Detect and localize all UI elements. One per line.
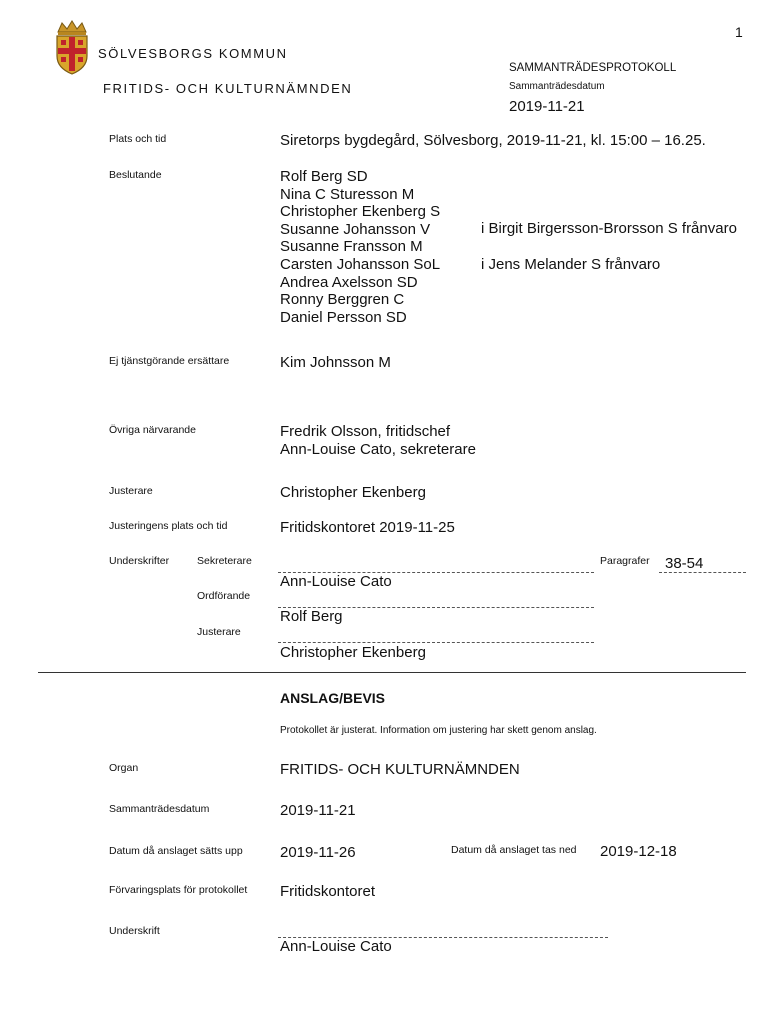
deciding-member: Susanne Fransson M — [280, 238, 423, 256]
substitute-note: i Birgit Birgersson-Brorsson S frånvaro — [481, 220, 737, 237]
notice-signature-name: Ann-Louise Cato — [280, 938, 392, 955]
place-value: Siretorps bygdegård, Sölvesborg, 2019-11-21, kl. 15:00 – 16.25. — [280, 132, 706, 149]
adjuster-label: Justerare — [109, 485, 153, 497]
adjust-place-value: Fritidskontoret 2019-11-25 — [280, 519, 455, 536]
removed-date-label: Datum då anslaget tas ned — [451, 844, 577, 856]
meeting-date-value: 2019-11-21 — [509, 98, 585, 115]
signatures-label: Underskrifter — [109, 555, 170, 567]
deciding-member: Nina C Sturesson M — [280, 185, 415, 203]
notice-text: Protokollet är justerat. Information om justering har skett genom anslag. — [280, 725, 597, 736]
adjuster-sign-name: Christopher Ekenberg — [280, 644, 426, 661]
storage-value: Fritidskontoret — [280, 883, 376, 900]
removed-date-value: 2019-12-18 — [600, 843, 677, 860]
signature-label: Underskrift — [109, 925, 160, 937]
paragraphs-value: 38-54 — [665, 555, 704, 572]
adjuster-sign-label: Justerare — [197, 626, 241, 638]
meeting-date-label: Sammanträdesdatum — [509, 81, 605, 92]
deciding-member: Carsten Johansson SoL — [280, 255, 441, 273]
coat-of-arms-logo — [52, 20, 92, 76]
adjuster-value: Christopher Ekenberg — [280, 484, 426, 501]
adjuster-signature-line — [278, 642, 594, 643]
chair-label: Ordförande — [197, 590, 251, 602]
deciding-list — [280, 168, 440, 326]
deciding-label: Beslutande — [109, 169, 162, 181]
posted-date-label: Datum då anslaget sätts upp — [109, 845, 243, 857]
non-serving-value: Kim Johnsson M — [280, 354, 391, 371]
notice-meeting-date-label: Sammanträdesdatum — [109, 803, 210, 815]
place-label: Plats och tid — [109, 133, 167, 145]
deciding-member: Andrea Axelsson SD — [280, 273, 418, 291]
section-divider — [38, 672, 746, 673]
chair-name: Rolf Berg — [280, 608, 343, 625]
deciding-member: Daniel Persson SD — [280, 308, 407, 326]
paragraphs-line — [659, 572, 746, 573]
other-attendee: Fredrik Olsson, fritidschef — [280, 423, 451, 440]
others-list — [280, 423, 476, 458]
organ-value: FRITIDS- OCH KULTURNÄMNDEN — [280, 761, 520, 778]
deciding-member: Ronny Berggren C — [280, 291, 405, 309]
paragraphs-label: Paragrafer — [600, 555, 650, 567]
adjust-place-label: Justeringens plats och tid — [109, 520, 228, 532]
page-number: 1 — [735, 24, 743, 40]
deciding-member: Christopher Ekenberg S — [280, 203, 441, 221]
organ-label: Organ — [109, 762, 139, 774]
secretary-name: Ann-Louise Cato — [280, 573, 392, 590]
notice-meeting-date-value: 2019-11-21 — [280, 802, 356, 819]
deciding-member: Susanne Johansson V — [280, 220, 431, 238]
substitute-note: i Jens Melander S frånvaro — [481, 256, 661, 273]
notice-heading: ANSLAG/BEVIS — [280, 690, 386, 706]
document-type: SAMMANTRÄDESPROTOKOLL — [509, 62, 677, 74]
board-name: FRITIDS- OCH KULTURNÄMNDEN — [103, 81, 353, 96]
non-serving-label: Ej tjänstgörande ersättare — [109, 355, 230, 367]
deciding-member: Rolf Berg SD — [280, 168, 368, 185]
secretary-label: Sekreterare — [197, 555, 252, 567]
municipality-name: SÖLVESBORGS KOMMUN — [98, 46, 288, 61]
storage-label: Förvaringsplats för protokollet — [109, 884, 248, 896]
others-label: Övriga närvarande — [109, 424, 196, 436]
posted-date-value: 2019-11-26 — [280, 844, 356, 861]
other-attendee: Ann-Louise Cato, sekreterare — [280, 440, 476, 458]
